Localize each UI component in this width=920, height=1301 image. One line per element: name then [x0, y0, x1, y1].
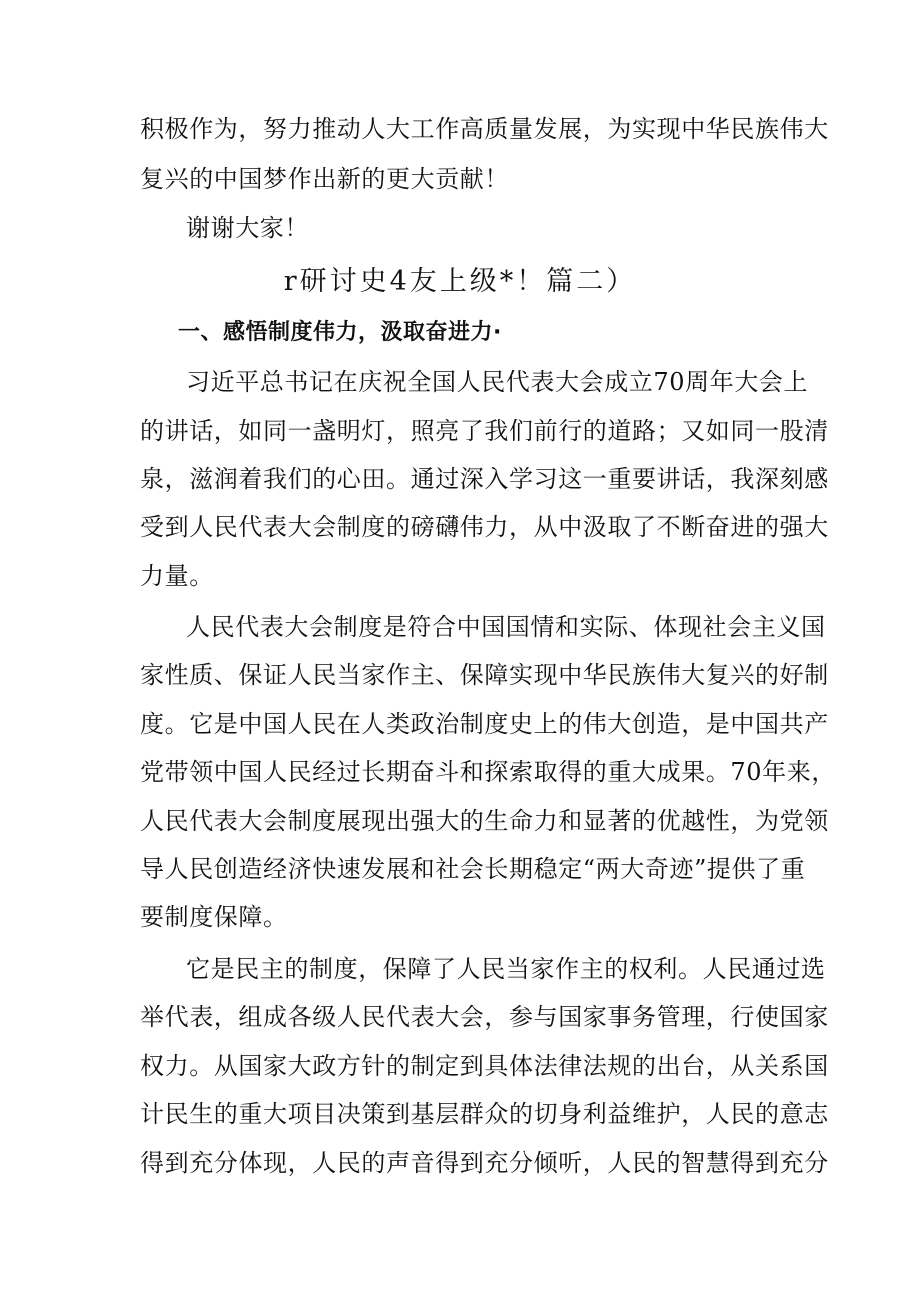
p3-line-5: 得到充分体现，人民的声音得到充分倾听，人民的智慧得到充分 [140, 1149, 829, 1177]
p2-line-7: 要制度保障。 [140, 903, 288, 931]
p2-line-4: 党带领中国人民经过长期奋斗和探索取得的重大成果。70年来， [140, 758, 836, 786]
p2-line-2: 家性质、保证人民当家作主、保障实现中华民族伟大复兴的好制 [140, 661, 829, 689]
p2-line-1: 人民代表大会制度是符合中国国情和实际、体现社会主义国 [186, 613, 826, 641]
thanks-line: 谢谢大家！ [186, 214, 309, 242]
p2-line-5: 人民代表大会制度展现出强大的生命力和显著的优越性，为党领 [140, 807, 829, 835]
p3-line-4: 计民生的重大项目决策到基层群众的切身利益维护，人民的意志 [140, 1100, 829, 1128]
p2-line-3: 度。它是中国人民在人类政治制度史上的伟大创造，是中国共产 [140, 710, 829, 738]
p2-line-6: 导人民创造经济快速发展和社会长期稳定“两大奇迹”提供了重 [140, 855, 806, 883]
section-title: r研讨史4友上级*！篇二） [283, 266, 637, 297]
p3-line-1: 它是民主的制度，保障了人民当家作主的权利。人民通过选 [186, 955, 826, 983]
p1-line-4: 受到人民代表大会制度的磅礴伟力，从中汲取了不断奋进的强大 [140, 513, 829, 541]
p3-line-3: 权力。从国家大政方针的制定到具体法律法规的出台，从关系国 [140, 1052, 829, 1080]
intro-line-2: 复兴的中国梦作出新的更大贡献！ [140, 165, 509, 193]
heading-1: 一、感悟制度伟力，汲取奋进力· [178, 320, 502, 345]
intro-line-1: 积极作为，努力推动人大工作高质量发展，为实现中华民族伟大 [140, 115, 829, 143]
p1-line-1: 习近平总书记在庆祝全国人民代表大会成立70周年大会上 [186, 368, 809, 396]
p1-line-5: 力量。 [140, 562, 214, 590]
p3-line-2: 举代表，组成各级人民代表大会，参与国家事务管理，行使国家 [140, 1003, 829, 1031]
p1-line-3: 泉，滋润着我们的心田。通过深入学习这一重要讲话，我深刻感 [140, 465, 829, 493]
p1-line-2: 的讲话，如同一盏明灯，照亮了我们前行的道路；又如同一股清 [140, 417, 829, 445]
